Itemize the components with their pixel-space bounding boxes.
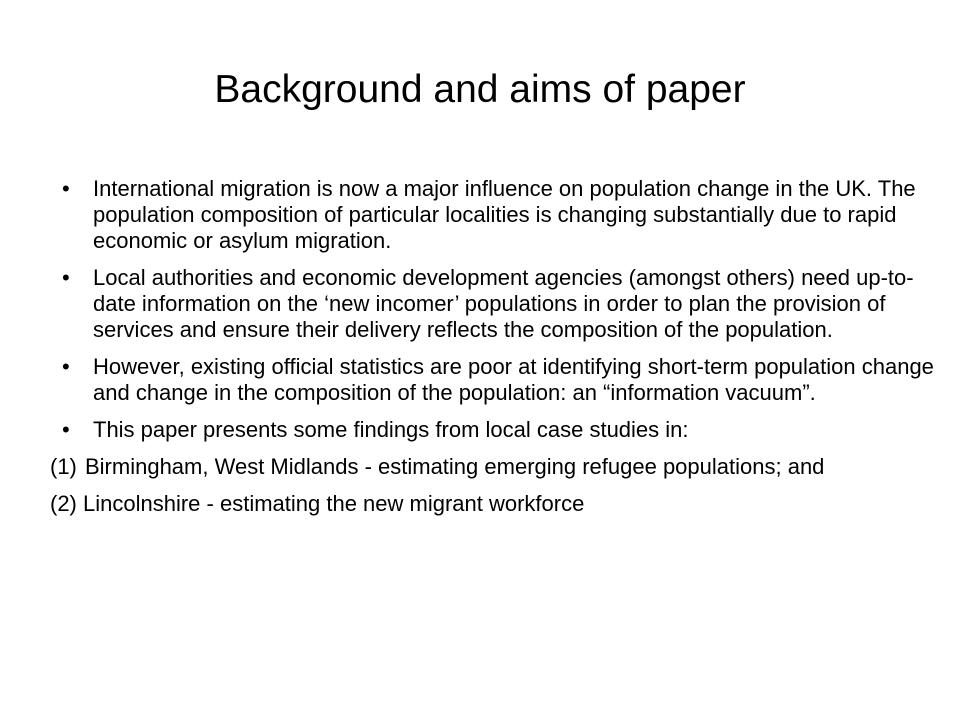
slide-body	[50, 176, 938, 528]
numbered-text: Birmingham, West Midlands - estimating emerging refugee populations; and	[85, 454, 825, 479]
numbered-item-1	[50, 454, 938, 480]
bullet-item-2	[58, 265, 938, 343]
bullet-item-3	[58, 354, 938, 406]
bullet-text: This paper presents some findings from local case studies in:	[93, 417, 689, 442]
bullet-text: However, existing official statistics are poor at identifying short-term population change and change in the composition of the population: an “information vacuum”.	[93, 354, 934, 405]
numbered-text: Lincolnshire - estimating the new migrant workforce	[83, 491, 585, 516]
slide-title: Background and aims of paper	[214, 68, 746, 111]
bullet-marker: •	[62, 354, 70, 379]
bullet-marker: •	[62, 265, 70, 290]
bullet-marker: •	[62, 176, 70, 201]
bullet-item-1	[58, 176, 938, 254]
numbered-marker: (1)	[50, 454, 77, 479]
numbered-marker: (2)	[50, 491, 77, 516]
bullet-marker: •	[62, 417, 70, 442]
numbered-item-2	[50, 491, 938, 517]
bullet-text: Local authorities and economic development agencies (amongst others) need up-to-date information on the ‘new incomer’ populations in order to plan the provision of services and ensure their delivery reflects the composition of the population.	[93, 265, 914, 342]
bullet-item-4	[58, 417, 938, 443]
bullet-text: International migration is now a major influence on population change in the UK. The population composition of particular localities is changing substantially due to rapid economic or asylum migration.	[93, 176, 916, 253]
